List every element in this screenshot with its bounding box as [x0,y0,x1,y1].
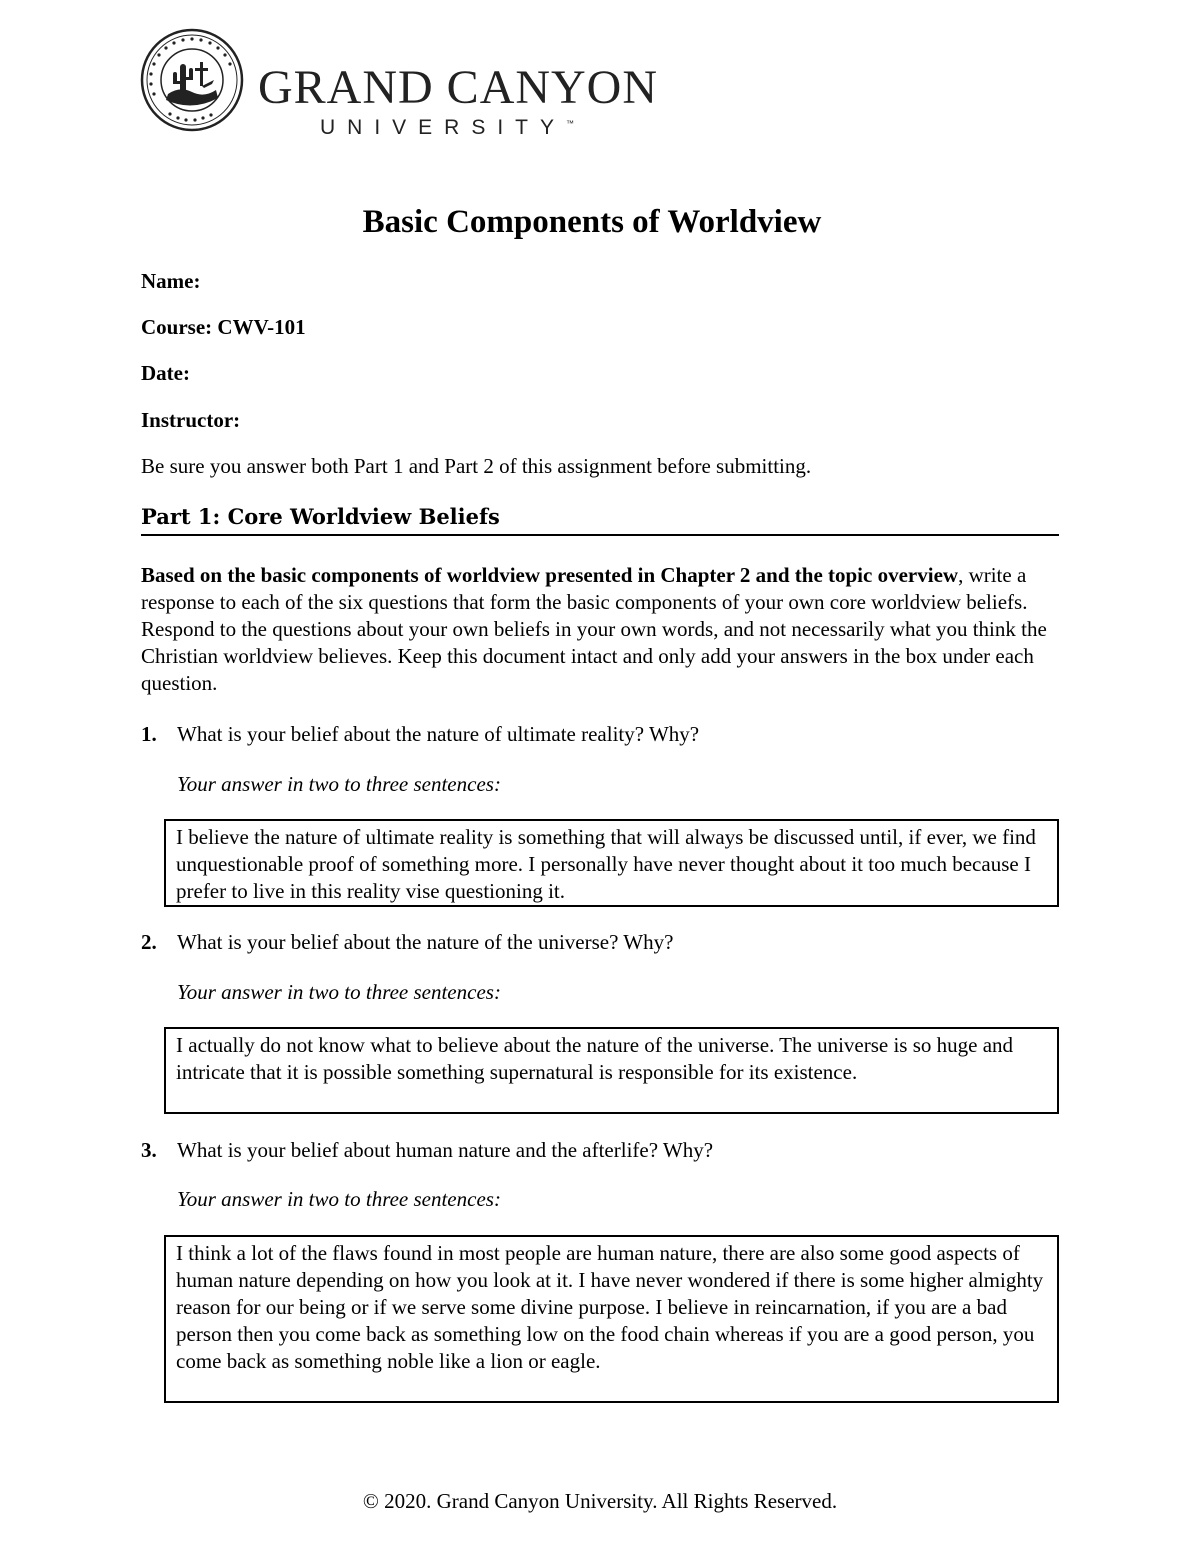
university-logo [140,28,659,139]
trademark-symbol: ™ [566,119,575,128]
question-3-prompt: Your answer in two to three sentences: [177,1187,501,1211]
course-value: CWV-101 [217,315,306,339]
question-3 [141,1137,713,1163]
name-field[interactable] [141,268,200,294]
copyright-footer: © 2020. Grand Canyon University. All Rights Reserved. [362,1489,838,1513]
question-3-number: 3. [141,1138,157,1162]
document-title: Basic Components of Worldview [362,204,822,240]
part1-heading: Part 1: Core Worldview Beliefs [141,503,1059,536]
question-1-number: 1. [141,722,157,746]
question-1-text: What is your belief about the nature of ultimate reality? Why? [177,722,700,746]
question-2-prompt: Your answer in two to three sentences: [177,980,501,1004]
question-1-prompt: Your answer in two to three sentences: [177,772,501,796]
part1-intro [141,562,1061,697]
name-label: Name: [141,269,201,293]
instructor-field[interactable] [141,407,240,433]
question-2-text: What is your belief about the nature of the universe? Why? [177,930,674,954]
date-label: Date: [141,361,190,385]
question-2-number: 2. [141,930,157,954]
wordmark-university-text: UNIVERSITY [320,116,567,139]
course-label: Course: [141,315,213,339]
question-1-answer-box[interactable]: I believe the nature of ultimate reality is something that will always be discussed until, if ever, we find unquestionable proof of something more. I personally have never thought about it too much because I prefer to live in this reality vise questioning it. [164,819,1059,907]
part1-intro-bold: Based on the basic components of worldview presented in Chapter 2 and the topic overview [141,563,959,587]
course-field[interactable] [141,314,306,340]
instructor-label: Instructor: [141,408,241,432]
question-2-answer-box[interactable]: I actually do not know what to believe about the nature of the universe. The universe is so huge and intricate that it is possible something supernatural is responsible for its existence. [164,1027,1059,1114]
question-3-answer-box[interactable]: I think a lot of the flaws found in most people are human nature, there are also some good aspects of human nature depending on how you look at it. I have never wondered if there is some higher almighty reason for our being or if we serve some divine purpose. I believe in reincarnation, if you are a bad person then you come back as something low on the food chain whereas if you are a good person, you come back as something noble like a lion or eagle. [164,1235,1059,1403]
part1-intro-rest: , write a response to each of the six questions that form the basic components of your own core worldview beliefs. Respond to the questions about your own beliefs in your own words, and not necessarily what you think the Christian worldview believes. Keep this document intact and only add your answers in the box under each question. [141,563,1047,695]
question-2 [141,929,673,955]
university-wordmark [258,61,659,139]
wordmark-grand-canyon: GRAND CANYON [258,61,659,114]
submission-instruction: Be sure you answer both Part 1 and Part 2 of this assignment before submitting. [141,454,812,478]
question-1 [141,721,699,747]
question-3-text: What is your belief about human nature and the afterlife? Why? [177,1138,714,1162]
date-field[interactable] [141,360,190,386]
wordmark-university [320,112,574,140]
university-seal-icon [140,28,244,132]
